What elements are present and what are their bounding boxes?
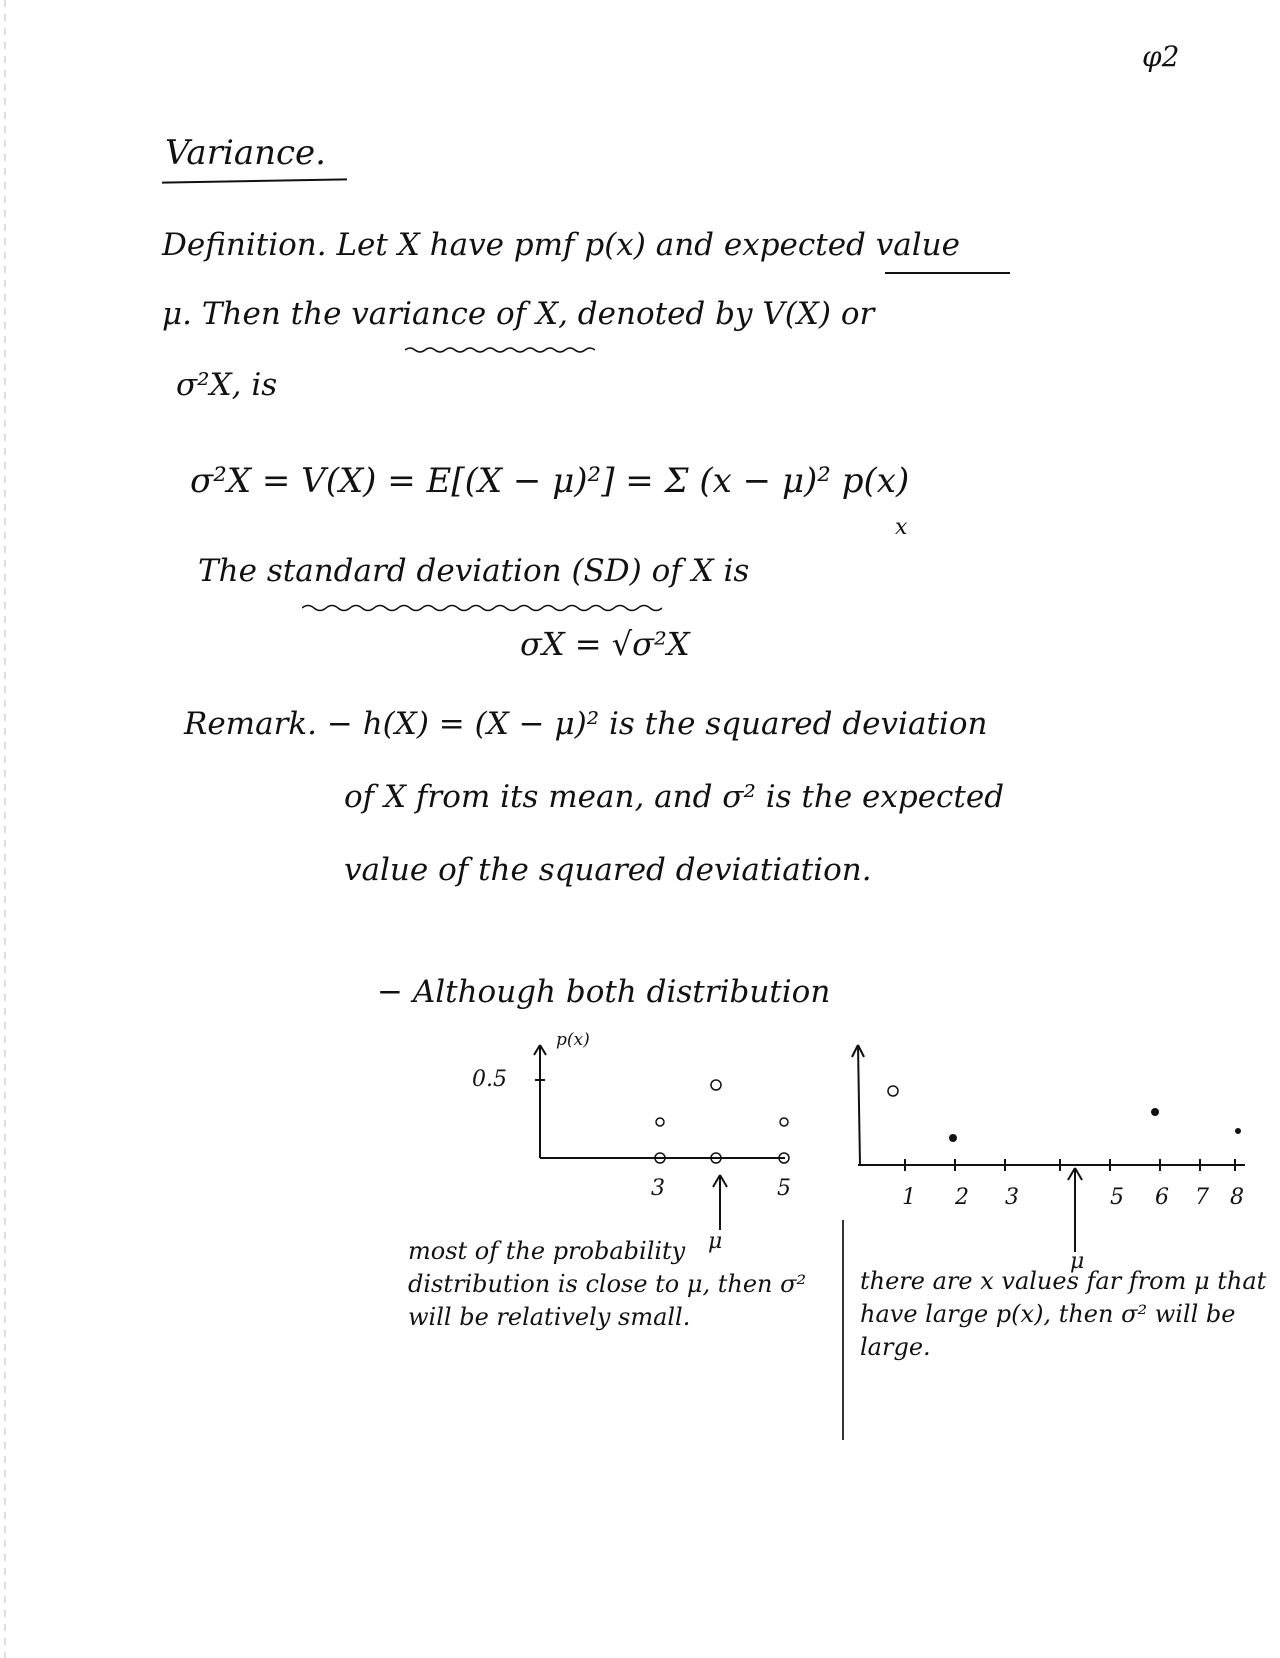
summation-index: x (895, 515, 908, 540)
right-y-axis-arrow-2 (858, 1045, 864, 1057)
remark-line-3: value of the squared deviatiation. (344, 852, 872, 888)
right-mu-label: μ (1070, 1249, 1085, 1274)
although-line: − Although both distribution (377, 974, 831, 1010)
standard-deviation-formula: σX = √σ²X (520, 625, 690, 663)
left-point-4-0 (711, 1153, 721, 1163)
variance-formula: σ²X = V(X) = E[(X − μ)²] = Σ (x − μ)² p(x) (190, 461, 910, 501)
standard-deviation-sentence: The standard deviation (SD) of X is (198, 553, 750, 589)
title-underline (162, 178, 347, 183)
right-x-tick-3: 3 (1005, 1185, 1019, 1210)
comparison-divider (842, 1220, 844, 1440)
expected-value-underline (885, 272, 1010, 274)
right-x-tick-2: 2 (955, 1185, 969, 1210)
left-mu-arrow-head-2 (720, 1175, 727, 1187)
definition-line-3: σ²X, is (176, 367, 278, 403)
left-point-5-0.25 (780, 1118, 788, 1126)
right-point-8 (1235, 1128, 1241, 1134)
left-point-5-0 (779, 1153, 789, 1163)
right-point-2 (949, 1134, 957, 1142)
page-number: φ2 (1142, 40, 1180, 73)
remark-line-1: Remark. − h(X) = (X − μ)² is the squared deviation (184, 706, 988, 742)
left-y-axis-arrow-1 (534, 1045, 540, 1055)
right-graph (852, 1045, 1245, 1274)
right-mu-arrow-head-1 (1068, 1168, 1075, 1180)
left-y-tick-label: 0.5 (472, 1067, 507, 1092)
left-note: most of the probability distribution is close to μ, then σ² will be relatively small. (408, 1237, 807, 1332)
left-point-4-0.5 (711, 1080, 721, 1090)
definition-line-1: Definition. Let X have pmf p(x) and expected value (162, 227, 960, 263)
remark-line-2: of X from its mean, and σ² is the expected (344, 779, 1005, 815)
left-point-3-0 (655, 1153, 665, 1163)
right-point-6 (1151, 1108, 1159, 1116)
left-x-tick-3: 3 (651, 1176, 665, 1201)
left-y-label: p(x) (556, 1030, 590, 1050)
right-y-axis-arrow-1 (852, 1045, 858, 1057)
right-x-tick-1: 1 (902, 1185, 916, 1210)
left-mu-arrow-head-1 (713, 1175, 720, 1187)
standard-deviation-wavy-underline (302, 603, 662, 613)
right-x-tick-8: 8 (1230, 1185, 1244, 1210)
scan-margin (4, 0, 6, 1658)
left-y-axis-arrow-2 (540, 1045, 546, 1055)
page-title: Variance. (165, 133, 326, 173)
right-point-1 (888, 1086, 898, 1096)
right-mu-arrow-head-2 (1075, 1168, 1082, 1180)
right-note: there are x values far from μ that have large p(x), then σ² will be large. (860, 1267, 1267, 1362)
right-x-tick-7: 7 (1195, 1185, 1209, 1210)
right-y-axis (858, 1045, 860, 1165)
left-graph (472, 1030, 791, 1254)
definition-line-2: μ. Then the variance of X, denoted by V(X) or (162, 296, 875, 332)
right-x-tick-5: 5 (1110, 1185, 1124, 1210)
left-point-3-0.25 (656, 1118, 664, 1126)
variance-wavy-underline (405, 346, 595, 354)
right-x-tick-6: 6 (1155, 1185, 1169, 1210)
left-mu-label: μ (708, 1229, 723, 1254)
left-x-tick-5: 5 (777, 1176, 791, 1201)
